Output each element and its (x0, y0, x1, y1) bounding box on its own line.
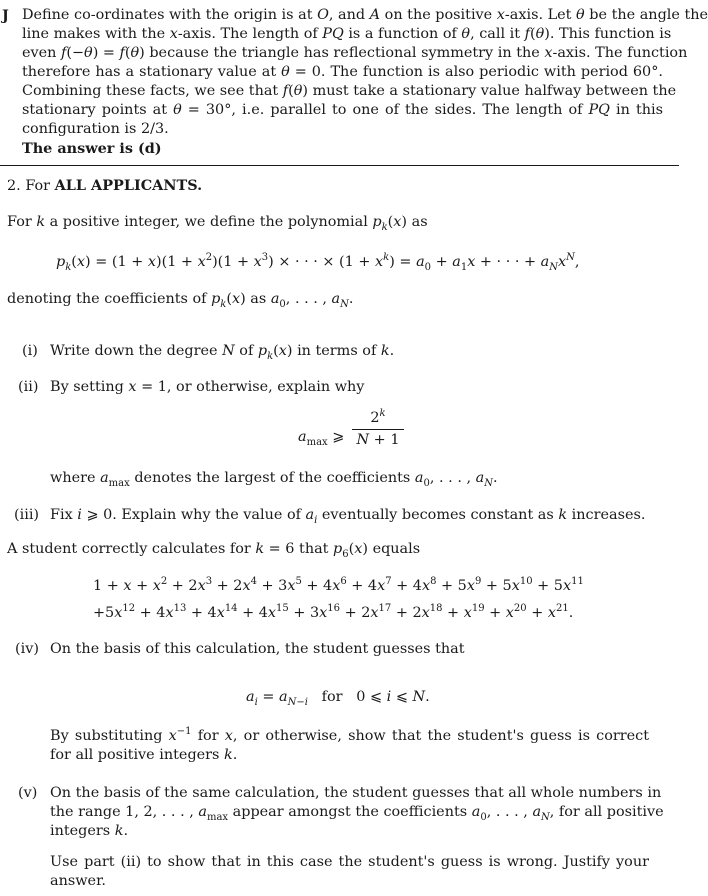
solution-line: configuration is 2/3. (22, 121, 169, 137)
part-v-line-3: integers k. (50, 823, 129, 839)
solution-line: even f(−θ) = f(θ) because the triangle has reflectional symmetry in the x-axis. The function (22, 45, 688, 61)
solution-line: Combining these facts, we see that f(θ) must take a stationary value halfway between the (22, 83, 677, 99)
question-audience: ALL APPLICANTS. (54, 177, 203, 194)
question-for: For (25, 178, 51, 194)
part-iii-label: (iii) (14, 507, 40, 523)
solution-line: Define co-ordinates with the origin is at O, and A on the positive x-axis. Let θ be the angle the (22, 7, 708, 23)
section-divider (0, 165, 679, 166)
solution-line: therefore has a stationary value at θ = 0. The function is also periodic with period 60°. (22, 64, 663, 80)
coefficient-line: denoting the coefficients of $p_k(x)$ as $a_0$, . . . , $a_N$. (7, 291, 354, 310)
solution-label: J (2, 7, 9, 24)
inequality-lhs: $a_{max}$ ⩾ (298, 429, 345, 448)
question-heading (7, 176, 202, 196)
inequality-denominator: N + 1 (356, 432, 400, 448)
student-calc: A student correctly calculates for k = 6 that $p_6(x)$ equals (7, 541, 421, 560)
inequality-numerator: 2$^k$ (352, 409, 404, 430)
part-ii-label: (ii) (18, 379, 39, 395)
part-iii-text: Fix i ⩾ 0. Explain why the value of $a_i$ eventually becomes constant as k increases. (50, 507, 646, 526)
inequality-fraction (352, 409, 404, 450)
part-ii-where: where $a_{max}$ denotes the largest of the coefficients $a_0$, . . . , $a_N$. (50, 470, 498, 489)
part-v-line-1: On the basis of the same calculation, the student guesses that all whole numbers in (50, 785, 662, 801)
p6-line-1: $1 + x + x^2 + 2x^3 + 2x^4 + 3x^5 + 4x^6 + 4x^7 + 4x^8 + 5x^9 + 5x^{10} + 5x^{11}$ (93, 576, 584, 594)
polynomial-definition: $p_k(x) = (1 + x)(1 + x^2)(1 + x^3)$ × · · · × $(1 + x^k) = a_0 + a_1x$ + · · · + $a_Nx^N$, (56, 252, 580, 273)
solution-line: stationary points at θ = 30°, i.e. parallel to one of the sides. The length of PQ in this (22, 102, 663, 118)
part-iv-label: (iv) (15, 641, 39, 657)
part-v-follow-2: answer. (50, 873, 106, 889)
part-ii-text: By setting x = 1, or otherwise, explain why (50, 379, 365, 395)
part-v-line-2: the range 1, 2, . . . , $a_{max}$ appear amongst the coefficients $a_0$, . . . , $a_N$, for all positive (50, 804, 664, 823)
part-iv-follow-2: for all positive integers k. (50, 747, 238, 763)
solution-line: line makes with the x-axis. The length of PQ is a function of θ, call it f(θ). This function is (22, 26, 672, 42)
solution-answer: The answer is (d) (22, 140, 162, 157)
symmetry-guess: $a_i = a_{N-i}$ for 0 ⩽ i ⩽ N. (246, 689, 430, 708)
part-i-text: Write down the degree N of $p_k(x)$ in terms of k. (50, 343, 395, 362)
question-number: 2. (7, 178, 21, 194)
part-i-label: (i) (22, 343, 38, 359)
part-iv-follow-1: By substituting $x^{-1}$ for x, or otherwise, show that the student's guess is correct (50, 726, 649, 744)
question-intro: For k a positive integer, we define the polynomial $p_k(x)$ as (7, 214, 428, 233)
part-v-label: (v) (18, 785, 38, 801)
p6-line-2: $+5x^{12} + 4x^{13} + 4x^{14} + 4x^{15} + 3x^{16} + 2x^{17} + 2x^{18} + x^{19} + x^{20} + x^{21}$. (93, 603, 574, 621)
part-v-follow-1: Use part (ii) to show that in this case the student's guess is wrong. Justify your (50, 854, 649, 870)
part-iv-text: On the basis of this calculation, the student guesses that (50, 641, 465, 657)
